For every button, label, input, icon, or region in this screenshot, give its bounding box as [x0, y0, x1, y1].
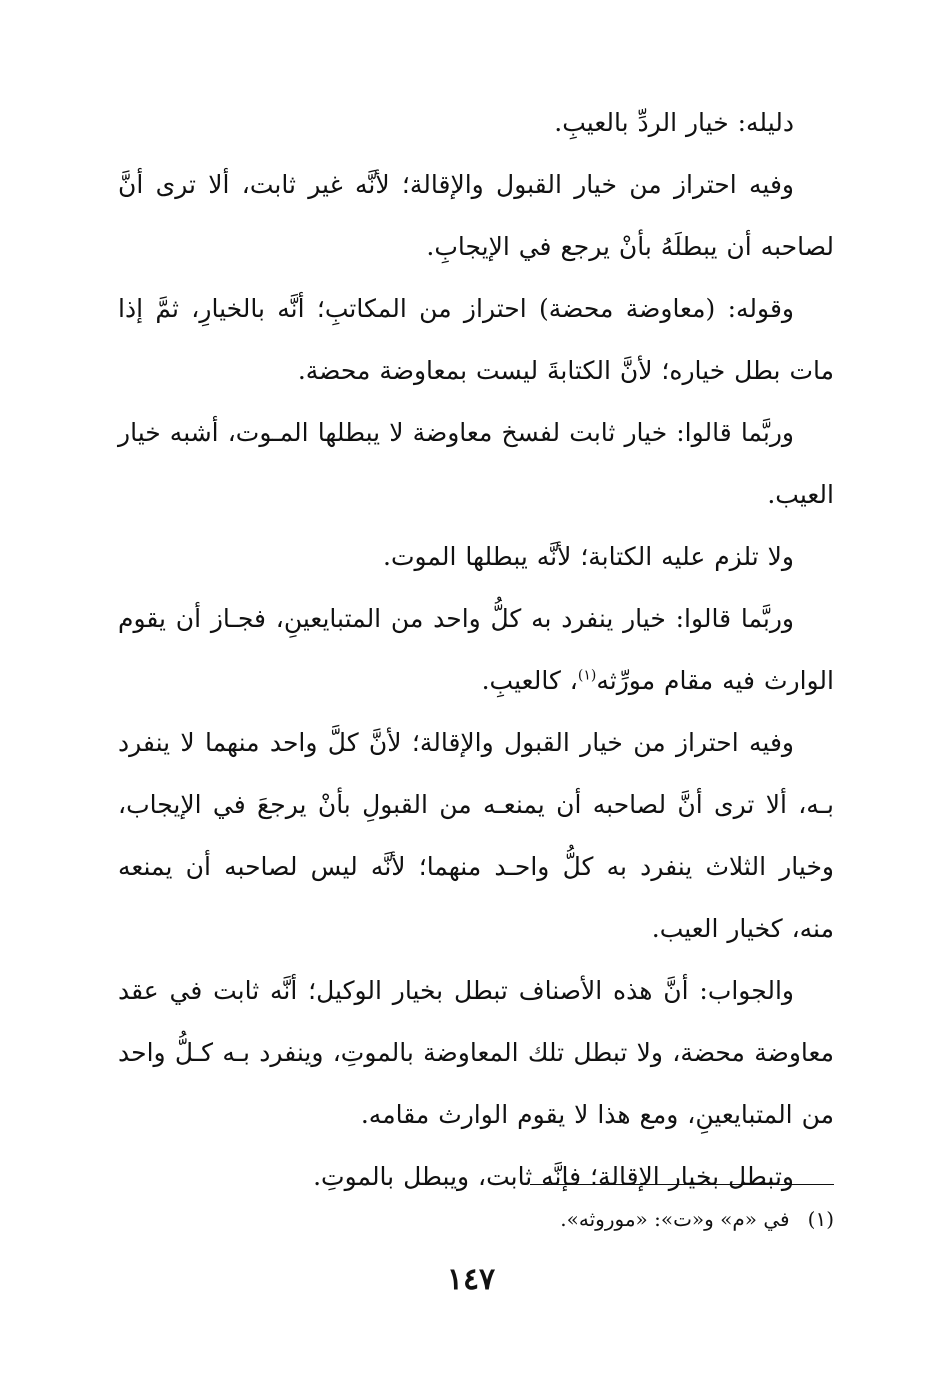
paragraph-1: دليله: خيار الردِّ بالعيبِ. — [554, 108, 794, 137]
paragraph-3: وقوله: (معاوضة محضة) احتراز من المكاتبِ؛ أنَّه بالخيارِ، ثمَّ إذا مات بطل خياره؛ لأنَّ الكتابةَ ليست بمعاوضة محضة. — [118, 294, 834, 385]
paragraph-5: ولا تلزم عليه الكتابة؛ لأنَّه يبطلها الموت. — [383, 542, 794, 571]
paragraph-6-text: وربَّما قالوا: خيار ينفرد به كلُّ واحد من المتبايعينِ، فجـاز أن يقوم الوارث فيه مقام مورِّثه — [118, 604, 834, 695]
paragraph-6 — [118, 588, 834, 712]
main-text — [118, 92, 834, 1208]
footnote — [154, 1204, 834, 1234]
paragraph-7: وفيه احتراز من خيار القبول والإقالة؛ لأنَّ كلَّ واحد منهما لا ينفرد بـه، ألا ترى أنَّ لصاحبه أن يمنعـه من القبولِ بأنْ يرجعَ في الإيجاب، وخيار الثلاث ينفرد به كلُّ واحـد منهما؛ لأنَّه ليس لصاحبه أن يمنعه منه، كخيار العيب. — [118, 728, 834, 943]
paragraph-2: وفيه احتراز من خيار القبول والإقالة؛ لأنَّه غير ثابت، ألا ترى أنَّ لصاحبه أن يبطلَهُ بأنْ يرجع في الإيجابِ. — [118, 170, 834, 261]
footnote-separator — [530, 1184, 834, 1185]
footnote-reference: (١) — [577, 667, 597, 684]
paragraph-6-tail: ، كالعيبِ. — [481, 666, 578, 695]
paragraph-9: وتبطل بخيار الإقالة؛ فإنَّه ثابت، ويبطل بالموتِ. — [313, 1162, 794, 1191]
footnote-text: في «م» و«ت»: «موروثه». — [560, 1207, 790, 1231]
paragraph-8: والجواب: أنَّ هذه الأصناف تبطل بخيار الوكيل؛ أنَّه ثابت في عقد معاوضة محضة، ولا تبطل تلك المعاوضة بالموتِ، وينفرد بـه كـلُّ واحد من المتبايعينِ، ومع هذا لا يقوم الوارث مقامه. — [118, 976, 834, 1129]
page-number: ١٤٧ — [446, 1262, 496, 1297]
paragraph-4: وربَّما قالوا: خيار ثابت لفسخ معاوضة لا يبطلها المـوت، أشبه خيار العيب. — [118, 418, 834, 509]
footnote-number: (١) — [807, 1207, 834, 1231]
